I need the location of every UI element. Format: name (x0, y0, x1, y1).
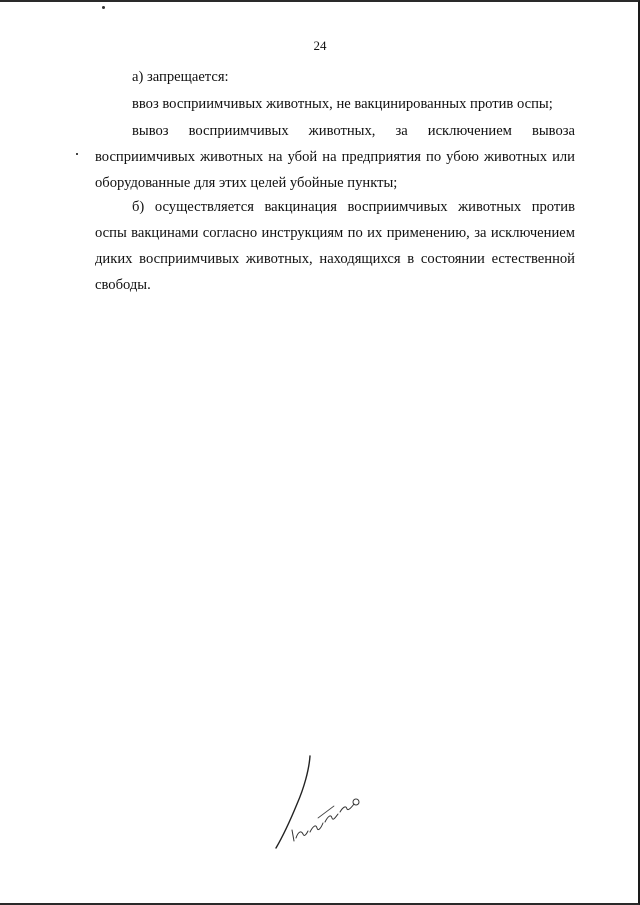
export-ban-paragraph: вывоз восприимчивых животных, за исключением вывоза восприимчивых животных на убой на предприятия по убою животных или оборудованные для этих целей убойные пункты; (95, 123, 575, 191)
scan-artifact-dot (102, 6, 105, 9)
handwritten-signature (268, 748, 378, 858)
margin-artifact-dot (76, 153, 78, 155)
item-b-vaccination-paragraph: б) осуществляется вакцинация восприимчивых животных против оспы вакцинами согласно инструкциям по их применению, за исключением диких восприимчивых животных, находящихся в состоянии естественной свободы. (95, 199, 575, 293)
import-ban-paragraph: ввоз восприимчивых животных, не вакцинированных против оспы; (132, 96, 553, 112)
page-number: 24 (313, 38, 327, 53)
item-a-heading: а) запрещается: (132, 69, 229, 85)
